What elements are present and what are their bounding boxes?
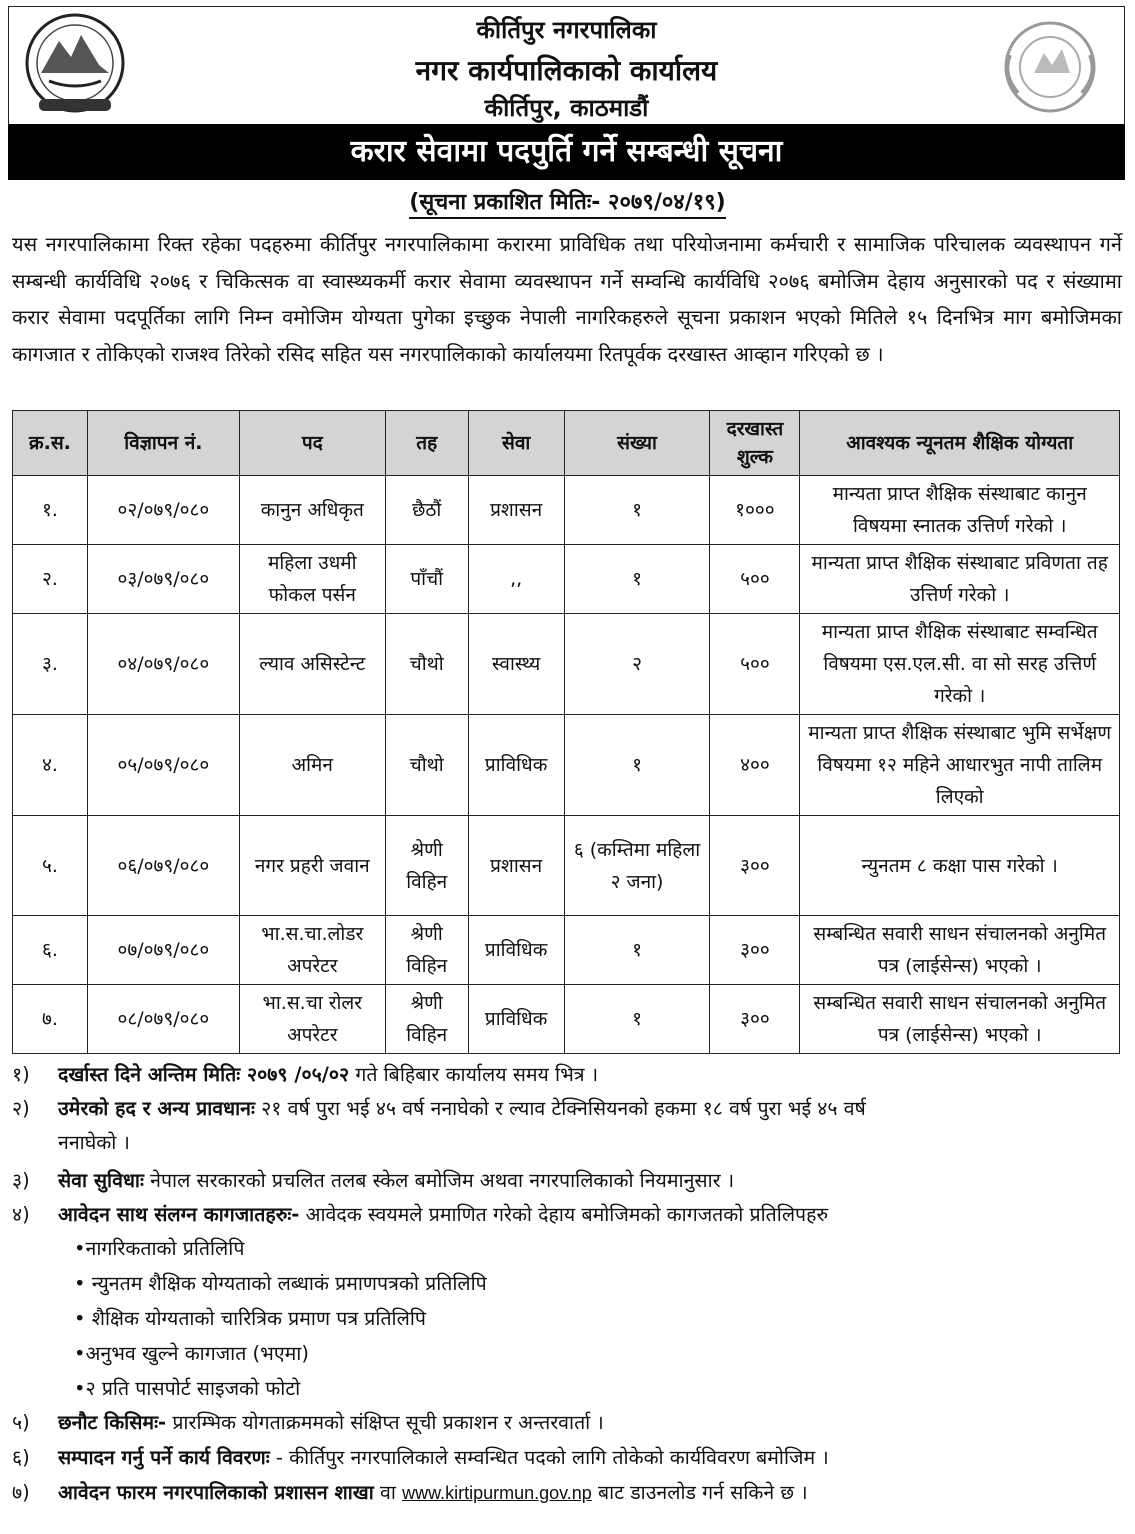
cell-count: १ bbox=[564, 715, 710, 816]
note-job-description: ६) सम्पादन गर्नु पर्ने कार्य विवरणः - कीर्तिपुर नगरपालिकाले सम्वन्धित पदको लागि तोकेको कार्यविवरण बमोजिम । bbox=[12, 1446, 829, 1469]
cell-count: १ bbox=[564, 985, 710, 1054]
cell-fee: ३०० bbox=[710, 916, 800, 985]
cell-serial: ४. bbox=[13, 715, 88, 816]
note-application-form: ७) आवेदन फारम नगरपालिकाको प्रशासन शाखा वा www.kirtipurmun.gov.np बाट डाउनलोड गर्न सकिने छ । bbox=[12, 1481, 808, 1504]
table-row bbox=[13, 916, 1120, 985]
cell-service: प्राविधिक bbox=[468, 715, 564, 816]
cell-serial: २. bbox=[13, 545, 88, 614]
cell-service: स्वास्थ्य bbox=[468, 614, 564, 715]
cell-level: चौथो bbox=[385, 715, 468, 816]
col-header: पद bbox=[239, 411, 385, 476]
cell-qualification: मान्यता प्राप्त शैक्षिक संस्थाबाट कानुन विषयमा स्नातक उत्तिर्ण गरेको । bbox=[800, 476, 1120, 545]
table-row bbox=[13, 614, 1120, 715]
cell-count: ६ (कम्तिमा महिला २ जना) bbox=[564, 816, 710, 916]
notice-title: करार सेवामा पदपुर्ति गर्ने सम्बन्धी सूचना bbox=[8, 124, 1125, 180]
cell-position: भा.स.चा.लोडर अपरेटर bbox=[239, 916, 385, 985]
cell-fee: ३०० bbox=[710, 985, 800, 1054]
document-item: •अनुभव खुल्ने कागजात (भएमा) bbox=[74, 1342, 309, 1365]
cell-level: छैठौं bbox=[385, 476, 468, 545]
cell-position: कानुन अधिकृत bbox=[239, 476, 385, 545]
cell-qualification: मान्यता प्राप्त शैक्षिक संस्थाबाट भुमि सर्भेक्षण विषयमा १२ महिने आधारभुत नापी तालिम लिएको bbox=[800, 715, 1120, 816]
cell-serial: १. bbox=[13, 476, 88, 545]
document-item: • शैक्षिक योग्यताको चारित्रिक प्रमाण पत्र प्रतिलिपि bbox=[74, 1307, 426, 1330]
cell-fee: ५०० bbox=[710, 545, 800, 614]
table-row bbox=[13, 476, 1120, 545]
cell-ad-number: ०३/०७९/०८० bbox=[87, 545, 239, 614]
cell-ad-number: ०४/०७९/०८० bbox=[87, 614, 239, 715]
cell-qualification: मान्यता प्राप्त शैक्षिक संस्थाबाट प्रविणता तह उत्तिर्ण गरेको । bbox=[800, 545, 1120, 614]
letterhead bbox=[8, 6, 1125, 124]
vacancy-table bbox=[12, 410, 1120, 1054]
office-name: नगर कार्यपालिकाको कार्यालय bbox=[415, 54, 718, 87]
cell-ad-number: ०८/०७९/०८० bbox=[87, 985, 239, 1054]
cell-serial: ३. bbox=[13, 614, 88, 715]
note-documents: ४) आवेदन साथ संलग्न कागजातहरुः- आवेदक स्वयमले प्रमाणित गरेको देहाय बमोजिमको कागजतको प्रतिलिपहरु bbox=[12, 1203, 829, 1226]
document-item: • न्युनतम शैक्षिक योग्यताको लब्धाकं प्रमाणपत्रको प्रतिलिपि bbox=[74, 1272, 487, 1295]
table-row bbox=[13, 545, 1120, 614]
cell-ad-number: ०२/०७९/०८० bbox=[87, 476, 239, 545]
cell-service: प्राविधिक bbox=[468, 916, 564, 985]
cell-level: श्रेणी विहिन bbox=[385, 916, 468, 985]
intro-paragraph: यस नगरपालिकामा रिक्त रहेका पदहरुमा कीर्तिपुर नगरपालिकामा करारमा प्राविधिक तथा परियोजनामा कर्मचारी र सामाजिक परिचालक व्यवस्थापन गर्ने सम्बन्धी कार्यविधि २०७६ र चिकित्सक वा स्वास्थ्यकर्मी करार सेवामा व्यवस्थापन गर्ने सम्वन्धि कार्यविधि २०७६ बमोजिम देहाय अनुसारको पद र संख्यामा करार सेवामा पदपूर्तिका लागि निम्न वमोजिम योग्यता पुगेका इच्छुक नेपाली नागरिकहरुले सूचना प्रकाशन भएको मितिले १५ दिनभित्र माग बमोजिमका कागजात र तोकिएको राजश्व तिरेको रसिद सहित यस नगरपालिकाको कार्यालयमा रितपूर्वक दरखास्त आव्हान गरिएको छ । bbox=[12, 232, 1122, 366]
municipality-name: कीर्तिपुर नगरपालिका bbox=[476, 16, 657, 44]
table-row bbox=[13, 816, 1120, 916]
table-row bbox=[13, 715, 1120, 816]
col-header: तह bbox=[385, 411, 468, 476]
cell-count: १ bbox=[564, 545, 710, 614]
cell-position: ल्याव असिस्टेन्ट bbox=[239, 614, 385, 715]
published-date-text: (सूचना प्रकाशित मितिः- २०७९/०४/१९) bbox=[409, 190, 725, 219]
note-deadline: १) दर्खास्त दिने अन्तिम मितिः २०७९ /०५/०२ गते बिहिबार कार्यालय समय भित्र । bbox=[12, 1063, 599, 1086]
cell-qualification: सम्बन्धित सवारी साधन संचालनको अनुमित पत्र (लाईसेन्स) भएको । bbox=[800, 916, 1120, 985]
col-header: आवश्यक न्यूनतम शैक्षिक योग्यता bbox=[800, 411, 1120, 476]
note-age-limit: २) उमेरको हद र अन्य प्रावधानः २१ वर्ष पुरा भई ४५ वर्ष ननाघेको र ल्याव टेक्निसियनको हकमा १८ वर्ष पुरा भई ४५ वर्ष bbox=[12, 1097, 866, 1120]
cell-level: श्रेणी विहिन bbox=[385, 985, 468, 1054]
col-header: दरखास्त शुल्क bbox=[710, 411, 800, 476]
cell-serial: ७. bbox=[13, 985, 88, 1054]
cell-service: ,, bbox=[468, 545, 564, 614]
cell-position: नगर प्रहरी जवान bbox=[239, 816, 385, 916]
cell-serial: ६. bbox=[13, 916, 88, 985]
col-header: विज्ञापन नं. bbox=[87, 411, 239, 476]
cell-level: पाँचौं bbox=[385, 545, 468, 614]
cell-count: १ bbox=[564, 476, 710, 545]
cell-serial: ५. bbox=[13, 816, 88, 916]
note-selection: ५) छनौट किसिमः- प्रारम्भिक योगताक्रममको संक्षिप्त सूची प्रकाशन र अन्तरवार्ता । bbox=[12, 1411, 604, 1434]
cell-service: प्रशासन bbox=[468, 816, 564, 916]
published-date bbox=[0, 186, 1135, 216]
cell-ad-number: ०६/०७९/०८० bbox=[87, 816, 239, 916]
cell-ad-number: ०७/०७९/०८० bbox=[87, 916, 239, 985]
cell-fee: ३०० bbox=[710, 816, 800, 916]
col-header: सेवा bbox=[468, 411, 564, 476]
note-age-limit-cont: ननाघेको । bbox=[58, 1131, 130, 1154]
cell-level: श्रेणी विहिन bbox=[385, 816, 468, 916]
table-row bbox=[13, 985, 1120, 1054]
cell-fee: १००० bbox=[710, 476, 800, 545]
cell-service: प्राविधिक bbox=[468, 985, 564, 1054]
kirtipur-municipality-seal-icon bbox=[996, 15, 1104, 119]
table-header-row bbox=[13, 411, 1120, 476]
website-link[interactable]: www.kirtipurmun.gov.np bbox=[402, 1483, 592, 1503]
cell-qualification: सम्बन्धित सवारी साधन संचालनको अनुमित पत्र (लाईसेन्स) भएको । bbox=[800, 985, 1120, 1054]
document-item: •२ प्रति पासपोर्ट साइजको फोटो bbox=[74, 1377, 301, 1400]
cell-qualification: न्युनतम ८ कक्षा पास गरेको । bbox=[800, 816, 1120, 916]
col-header: क्र.स. bbox=[13, 411, 88, 476]
cell-position: महिला उधमी फोकल पर्सन bbox=[239, 545, 385, 614]
document-item: •नागरिकताको प्रतिलिपि bbox=[74, 1237, 245, 1260]
cell-ad-number: ०५/०७९/०८० bbox=[87, 715, 239, 816]
note-benefits: ३) सेवा सुविधाः नेपाल सरकारको प्रचलित तलब स्केल बमोजिम अथवा नगरपालिकाको नियमानुसार । bbox=[12, 1169, 735, 1192]
col-header: संख्या bbox=[564, 411, 710, 476]
cell-position: अमिन bbox=[239, 715, 385, 816]
cell-fee: ५०० bbox=[710, 614, 800, 715]
cell-position: भा.स.चा रोलर अपरेटर bbox=[239, 985, 385, 1054]
cell-level: चौथो bbox=[385, 614, 468, 715]
office-location: कीर्तिपुर, काठमाडौं bbox=[484, 94, 649, 122]
cell-qualification: मान्यता प्राप्त शैक्षिक संस्थाबाट सम्वन्धित विषयमा एस.एल.सी. वा सो सरह उत्तिर्ण गरेको । bbox=[800, 614, 1120, 715]
cell-count: २ bbox=[564, 614, 710, 715]
cell-fee: ४०० bbox=[710, 715, 800, 816]
cell-service: प्रशासन bbox=[468, 476, 564, 545]
cell-count: १ bbox=[564, 916, 710, 985]
